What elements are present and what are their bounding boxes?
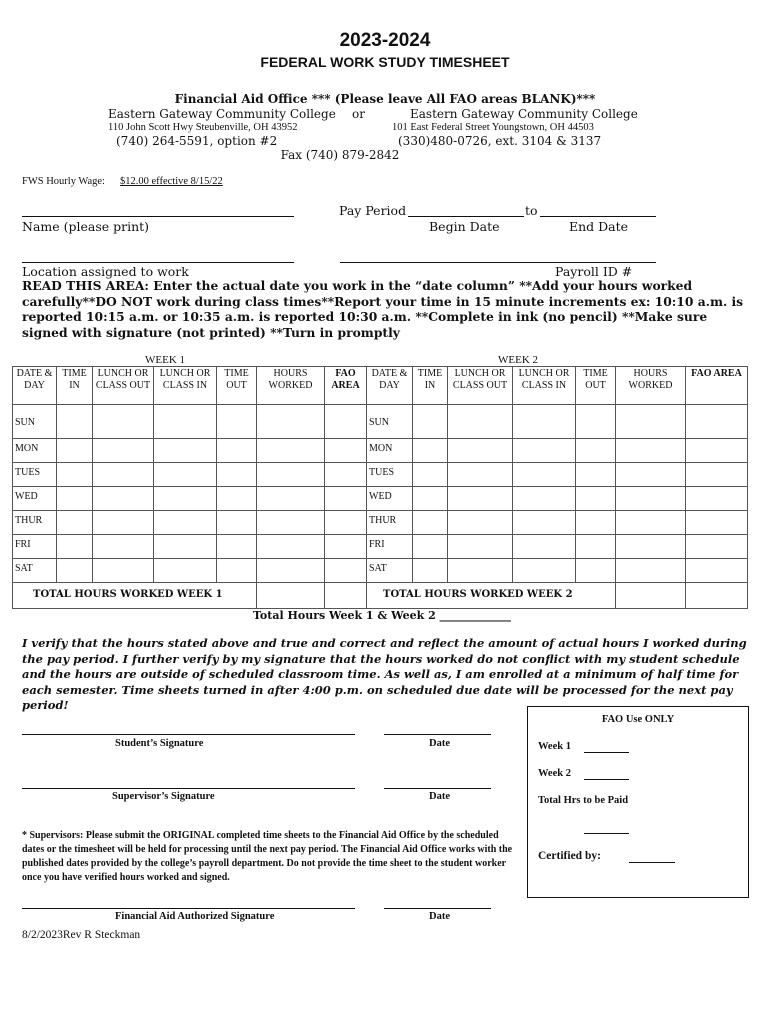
- week1-time-out-cell[interactable]: [217, 559, 257, 583]
- total-week2-fao-cell: [686, 583, 748, 609]
- week2-lunch-out-cell[interactable]: [448, 535, 513, 559]
- week1-time-out-cell[interactable]: [217, 487, 257, 511]
- week1-time-out-cell[interactable]: [217, 405, 257, 439]
- name-field[interactable]: [22, 216, 294, 217]
- week2-time-in-cell[interactable]: [413, 511, 448, 535]
- week2-fao-area-cell: [686, 535, 748, 559]
- week1-lunch-out-cell[interactable]: [93, 439, 154, 463]
- week2-date-cell[interactable]: [367, 559, 413, 583]
- fao-certified-field: [629, 862, 675, 863]
- table-row: [13, 535, 748, 559]
- week1-hours-worked-cell[interactable]: [257, 439, 325, 463]
- week2-lunch-in-cell[interactable]: [513, 535, 576, 559]
- day-label: SAT: [15, 563, 33, 574]
- fao-week1-label: Week 1: [538, 741, 571, 752]
- week2-fao-area-cell: [686, 559, 748, 583]
- payroll-id-field[interactable]: [340, 262, 656, 263]
- office-instruction: Financial Aid Office *** (Please leave All FAO areas BLANK)***: [174, 92, 596, 106]
- week2-time-in-cell[interactable]: [413, 439, 448, 463]
- week1-hours-worked-cell[interactable]: [257, 405, 325, 439]
- header-lunch-in: LUNCH OR CLASS IN: [154, 367, 217, 405]
- week2-hours-worked-cell[interactable]: [616, 487, 686, 511]
- header-hours-worked: HOURS WORKED: [616, 367, 686, 405]
- supervisor-signature-label: Supervisor’s Signature: [112, 791, 215, 802]
- day-label: WED: [369, 491, 392, 502]
- read-this-area-instructions: READ THIS AREA: Enter the actual date you work in the “date column” **Add your hours worked carefully**DO NOT work during class times**Report your time in 15 minute increments ex: 10:10 a.m. is reported 10:15 a.m. or 10:35 a.m. is reported 10:30 a.m. **Complete in ink (no pencil) **Make sure signed with signature (not printed) **Turn in promptly: [22, 278, 744, 340]
- total-week1-label: TOTAL HOURS WORKED WEEK 1: [13, 583, 257, 609]
- week1-lunch-in-cell[interactable]: [154, 559, 217, 583]
- week1-lunch-out-cell[interactable]: [93, 487, 154, 511]
- fa-date-label: Date: [429, 911, 450, 922]
- week1-lunch-in-cell[interactable]: [154, 405, 217, 439]
- week2-hours-worked-cell[interactable]: [616, 559, 686, 583]
- student-date-line[interactable]: [384, 734, 491, 735]
- fa-date-line[interactable]: [384, 908, 491, 909]
- right-campus-name: Eastern Gateway Community College: [410, 107, 638, 121]
- week2-date-cell[interactable]: [367, 487, 413, 511]
- week2-hours-worked-cell[interactable]: [616, 405, 686, 439]
- total-week1-hours-cell[interactable]: [257, 583, 325, 609]
- fao-total-paid-label: Total Hrs to be Paid: [538, 795, 629, 806]
- fao-certified-label: Certified by:: [538, 850, 601, 862]
- fax-number: Fax (740) 879-2842: [280, 148, 400, 162]
- week2-time-in-cell[interactable]: [413, 463, 448, 487]
- header-lunch-in: LUNCH OR CLASS IN: [513, 367, 576, 405]
- week1-time-out-cell[interactable]: [217, 511, 257, 535]
- form-year: 2023-2024: [339, 30, 431, 51]
- day-label: TUES: [15, 467, 40, 478]
- student-signature-label: Student’s Signature: [115, 738, 204, 749]
- week1-lunch-out-cell[interactable]: [93, 405, 154, 439]
- day-label: FRI: [15, 539, 31, 550]
- header-time-out: TIME OUT: [217, 367, 257, 405]
- week1-date-cell[interactable]: [13, 511, 57, 535]
- week2-lunch-in-cell[interactable]: [513, 511, 576, 535]
- week1-hours-worked-cell[interactable]: [257, 535, 325, 559]
- week1-time-out-cell[interactable]: [217, 535, 257, 559]
- week1-time-in-cell[interactable]: [57, 511, 93, 535]
- header-date-day: DATE & DAY: [13, 367, 57, 405]
- total-both-weeks: Total Hours Week 1 & Week 2 _____________: [253, 609, 512, 622]
- week2-lunch-out-cell[interactable]: [448, 439, 513, 463]
- day-label: SUN: [369, 417, 390, 428]
- left-campus-address: 110 John Scott Hwy Steubenville, OH 43952: [108, 122, 298, 133]
- left-campus-phone: (740) 264-5591, option #2: [116, 134, 278, 148]
- week2-date-cell[interactable]: [367, 463, 413, 487]
- week2-date-cell[interactable]: [367, 439, 413, 463]
- fao-box-title: FAO Use ONLY: [601, 714, 675, 725]
- header-time-in: TIME IN: [57, 367, 93, 405]
- header-lunch-out: LUNCH OR CLASS OUT: [93, 367, 154, 405]
- week2-fao-area-cell: [686, 463, 748, 487]
- week1-lunch-out-cell[interactable]: [93, 535, 154, 559]
- day-label: MON: [15, 443, 39, 454]
- total-week2-hours-cell[interactable]: [616, 583, 686, 609]
- week1-lunch-in-cell[interactable]: [154, 535, 217, 559]
- week1-fao-area-cell: [325, 487, 367, 511]
- week1-date-cell[interactable]: [13, 535, 57, 559]
- week1-date-cell[interactable]: [13, 439, 57, 463]
- week1-fao-area-cell: [325, 405, 367, 439]
- week2-time-out-cell[interactable]: [576, 559, 616, 583]
- fao-week2-field: [584, 779, 629, 780]
- begin-date-field[interactable]: [408, 216, 524, 217]
- week1-time-in-cell[interactable]: [57, 463, 93, 487]
- begin-date-label: Begin Date: [429, 219, 500, 234]
- week2-lunch-out-cell[interactable]: [448, 463, 513, 487]
- fao-use-only-box: [527, 706, 749, 898]
- week2-lunch-in-cell[interactable]: [513, 405, 576, 439]
- week1-fao-area-cell: [325, 535, 367, 559]
- or-label: or: [352, 107, 365, 121]
- left-campus-name: Eastern Gateway Community College: [108, 107, 336, 121]
- week1-hours-worked-cell[interactable]: [257, 463, 325, 487]
- table-row: [13, 559, 748, 583]
- week1-date-cell[interactable]: [13, 559, 57, 583]
- header-hours-worked: HOURS WORKED: [257, 367, 325, 405]
- week2-time-out-cell[interactable]: [576, 511, 616, 535]
- week2-lunch-out-cell[interactable]: [448, 559, 513, 583]
- header-time-out: TIME OUT: [576, 367, 616, 405]
- day-label: FRI: [369, 539, 385, 550]
- table-row: [13, 511, 748, 535]
- fao-week2-label: Week 2: [538, 768, 571, 779]
- week1-date-cell[interactable]: [13, 487, 57, 511]
- payroll-id-label: Payroll ID #: [555, 264, 633, 279]
- week2-lunch-in-cell[interactable]: [513, 463, 576, 487]
- week2-time-out-cell[interactable]: [576, 535, 616, 559]
- week2-hours-worked-cell[interactable]: [616, 535, 686, 559]
- week1-lunch-out-cell[interactable]: [93, 511, 154, 535]
- header-date-day: DATE & DAY: [367, 367, 413, 405]
- week2-time-out-cell[interactable]: [576, 487, 616, 511]
- week2-date-cell[interactable]: [367, 535, 413, 559]
- pay-period-label: Pay Period: [339, 203, 407, 218]
- week1-lunch-in-cell[interactable]: [154, 439, 217, 463]
- week2-time-in-cell[interactable]: [413, 487, 448, 511]
- week2-time-out-cell[interactable]: [576, 405, 616, 439]
- week2-lunch-out-cell[interactable]: [448, 405, 513, 439]
- week1-lunch-in-cell[interactable]: [154, 463, 217, 487]
- week1-time-in-cell[interactable]: [57, 535, 93, 559]
- table-row: [13, 463, 748, 487]
- week1-time-out-cell[interactable]: [217, 439, 257, 463]
- header-lunch-out: LUNCH OR CLASS OUT: [448, 367, 513, 405]
- week2-lunch-out-cell[interactable]: [448, 487, 513, 511]
- location-field[interactable]: [22, 262, 294, 263]
- end-date-field[interactable]: [540, 216, 656, 217]
- week2-fao-area-cell: [686, 511, 748, 535]
- table-row: [13, 439, 748, 463]
- week2-time-out-cell[interactable]: [576, 463, 616, 487]
- week2-lunch-in-cell[interactable]: [513, 439, 576, 463]
- location-label: Location assigned to work: [22, 264, 189, 279]
- name-label: Name (please print): [22, 219, 150, 234]
- week1-time-in-cell[interactable]: [57, 487, 93, 511]
- supervisor-date-label: Date: [429, 791, 450, 802]
- week2-time-in-cell[interactable]: [413, 535, 448, 559]
- to-label: to: [525, 203, 538, 218]
- week1-date-cell[interactable]: [13, 405, 57, 439]
- verification-statement: I verify that the hours stated above and true and correct and reflect the amount of actual hours I worked during the pay period. I further verify by my signature that the hours worked do not conflict with my student schedule and the hours are outside of scheduled classroom time. As well as, I am enrolled at a minimum of half time for each semester. Time sheets turned in after 4:00 p.m. on scheduled due date will be processed for the next pay period!: [22, 636, 747, 712]
- week1-fao-area-cell: [325, 511, 367, 535]
- fao-total-paid-field: [584, 833, 629, 834]
- week1-lunch-in-cell[interactable]: [154, 487, 217, 511]
- day-label: THUR: [369, 515, 397, 526]
- week2-lunch-out-cell[interactable]: [448, 511, 513, 535]
- header-time-in: TIME IN: [413, 367, 448, 405]
- week2-date-cell[interactable]: [367, 405, 413, 439]
- week1-fao-area-cell: [325, 463, 367, 487]
- student-date-label: Date: [429, 738, 450, 749]
- week1-hours-worked-cell[interactable]: [257, 559, 325, 583]
- week1-time-in-cell[interactable]: [57, 439, 93, 463]
- week2-time-in-cell[interactable]: [413, 405, 448, 439]
- header-fao-area: FAO AREA: [325, 367, 367, 405]
- week1-fao-area-cell: [325, 439, 367, 463]
- week1-label: WEEK 1: [145, 354, 186, 366]
- right-campus-phone: (330)480-0726, ext. 3104 & 3137: [398, 134, 602, 148]
- week1-fao-area-cell: [325, 559, 367, 583]
- fa-signature-label: Financial Aid Authorized Signature: [115, 911, 275, 922]
- week1-date-cell[interactable]: [13, 463, 57, 487]
- revision-footer: 8/2/2023Rev R Steckman: [22, 929, 141, 941]
- week2-date-cell[interactable]: [367, 511, 413, 535]
- table-row: [13, 405, 748, 439]
- week1-lunch-in-cell[interactable]: [154, 511, 217, 535]
- day-label: MON: [369, 443, 393, 454]
- form-title: FEDERAL WORK STUDY TIMESHEET: [260, 54, 510, 70]
- table-header-row: [13, 367, 748, 405]
- week2-fao-area-cell: [686, 405, 748, 439]
- day-label: THUR: [15, 515, 43, 526]
- week1-time-in-cell[interactable]: [57, 559, 93, 583]
- totals-row: [13, 583, 748, 609]
- right-campus-address: 101 East Federal Street Youngstown, OH 44503: [392, 122, 594, 133]
- end-date-label: End Date: [569, 219, 629, 234]
- student-signature-line[interactable]: [22, 734, 355, 735]
- supervisor-signature-line[interactable]: [22, 788, 355, 789]
- week1-lunch-out-cell[interactable]: [93, 559, 154, 583]
- week2-lunch-in-cell[interactable]: [513, 559, 576, 583]
- wage-value: $12.00 effective 8/15/22: [120, 176, 223, 187]
- timesheet-table: [12, 366, 748, 609]
- week2-hours-worked-cell[interactable]: [616, 511, 686, 535]
- day-label: WED: [15, 491, 38, 502]
- week1-time-out-cell[interactable]: [217, 463, 257, 487]
- table-row: [13, 487, 748, 511]
- fa-signature-line[interactable]: [22, 908, 355, 909]
- week2-lunch-in-cell[interactable]: [513, 487, 576, 511]
- week1-hours-worked-cell[interactable]: [257, 487, 325, 511]
- week1-hours-worked-cell[interactable]: [257, 511, 325, 535]
- week2-hours-worked-cell[interactable]: [616, 439, 686, 463]
- week1-time-in-cell[interactable]: [57, 405, 93, 439]
- total-week1-fao-cell: [325, 583, 367, 609]
- supervisor-date-line[interactable]: [384, 788, 491, 789]
- supervisor-note: * Supervisors: Please submit the ORIGINAL completed time sheets to the Financial Aid Office by the scheduled dates or the timesheet will be held for processing until the next pay period. The Financial Aid Office works with the published dates provided by the college’s payroll department. Do not provide the time sheet to the student worker once you have verified hours worked and signed.: [22, 830, 513, 883]
- total-week2-label: TOTAL HOURS WORKED WEEK 2: [367, 583, 616, 609]
- wage-label: FWS Hourly Wage:: [22, 176, 105, 187]
- week2-time-out-cell[interactable]: [576, 439, 616, 463]
- day-label: TUES: [369, 467, 394, 478]
- header-fao-area: FAO AREA: [686, 367, 748, 405]
- day-label: SUN: [15, 417, 36, 428]
- fao-week1-field: [584, 752, 629, 753]
- week2-label: WEEK 2: [498, 354, 539, 366]
- week2-fao-area-cell: [686, 439, 748, 463]
- week1-lunch-out-cell[interactable]: [93, 463, 154, 487]
- week2-fao-area-cell: [686, 487, 748, 511]
- day-label: SAT: [369, 563, 387, 574]
- week2-time-in-cell[interactable]: [413, 559, 448, 583]
- week2-hours-worked-cell[interactable]: [616, 463, 686, 487]
